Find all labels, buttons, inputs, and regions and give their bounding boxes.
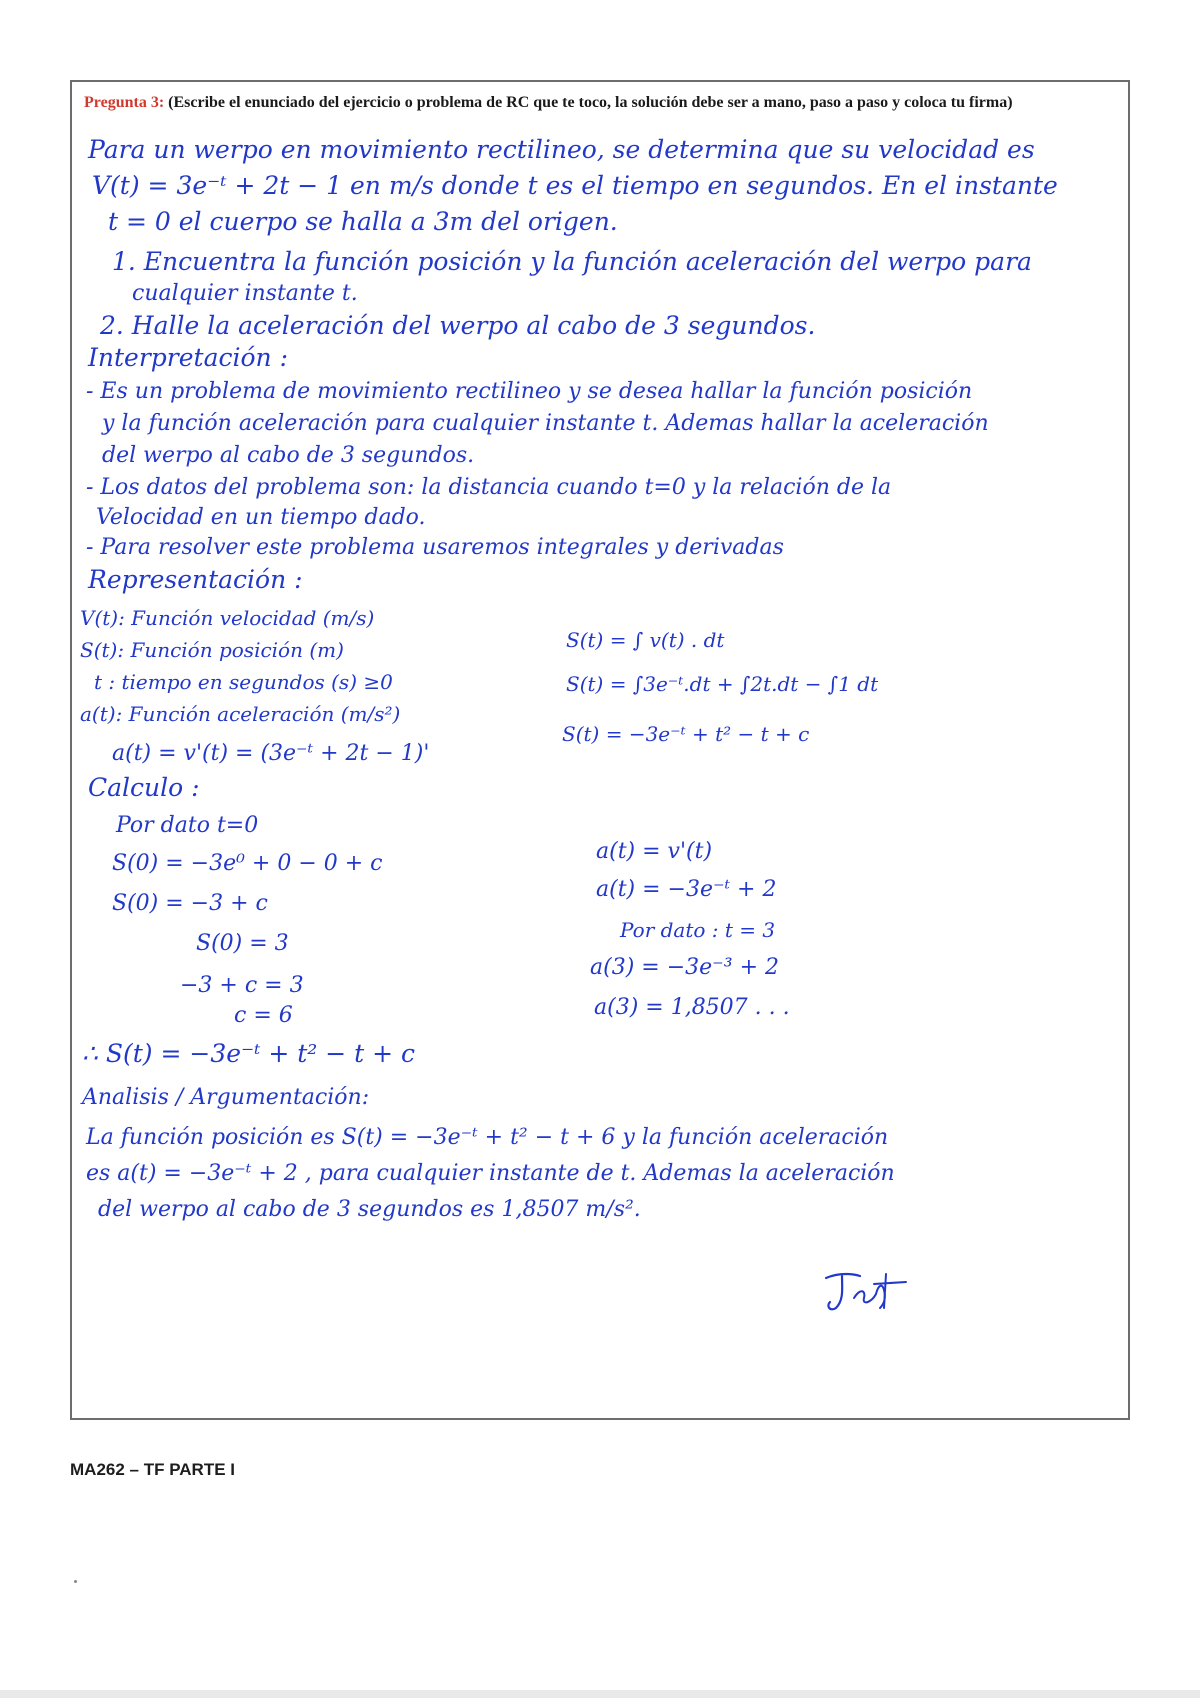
calc-line: S(0) = −3 + c xyxy=(112,891,268,916)
calc-line: S(0) = 3 xyxy=(196,931,289,956)
section-title-analisis: Analisis / Argumentación: xyxy=(82,1085,370,1110)
calc-line: c = 6 xyxy=(234,1003,293,1028)
definition-line: t : tiempo en segundos (s) ≥0 xyxy=(94,670,393,694)
statement-line: 2. Halle la aceleración del werpo al cabo de 3 segundos. xyxy=(100,311,816,340)
definition-line: V(t): Función velocidad (m/s) xyxy=(80,606,375,630)
interpretation-line: y la función aceleración para cualquier instante t. Ademas hallar la aceleración xyxy=(102,411,989,436)
calc-line: −3 + c = 3 xyxy=(180,973,304,998)
question-label: Pregunta 3: xyxy=(84,94,165,111)
question-instruction: (Escribe el enunciado del ejercicio o problema de RC que te toco, la solución debe ser a mano, paso a paso y coloca tu firma) xyxy=(164,94,1013,111)
calc-line-right: a(t) = v'(t) xyxy=(596,839,713,864)
integral-line: S(t) = −3e⁻ᵗ + t² − t + c xyxy=(562,722,810,746)
statement-line: cualquier instante t. xyxy=(132,281,358,306)
signature-image xyxy=(820,1268,910,1318)
statement-line: V(t) = 3e⁻ᵗ + 2t − 1 en m/s donde t es el tiempo en segundos. En el instante xyxy=(92,171,1058,200)
calc-line-right: a(t) = −3e⁻ᵗ + 2 xyxy=(596,877,777,902)
section-title-representacion: Representación : xyxy=(88,565,303,594)
calc-line: Por dato t=0 xyxy=(116,813,259,838)
interpretation-line: Velocidad en un tiempo dado. xyxy=(96,505,426,530)
integral-line: S(t) = ∫3e⁻ᵗ.dt + ∫2t.dt − ∫1 dt xyxy=(566,672,879,696)
interpretation-line: - Es un problema de movimiento rectilineo y se desea hallar la función posición xyxy=(86,379,973,404)
interpretation-line: - Los datos del problema son: la distancia cuando t=0 y la relación de la xyxy=(86,475,892,500)
analysis-line: es a(t) = −3e⁻ᵗ + 2 , para cualquier instante de t. Ademas la aceleración xyxy=(86,1161,895,1186)
integral-line: S(t) = ∫ v(t) . dt xyxy=(566,628,725,652)
answer-box xyxy=(70,80,1130,1420)
statement-line: t = 0 el cuerpo se halla a 3m del origen. xyxy=(108,207,618,236)
page-edge xyxy=(0,1690,1200,1698)
scan-speck xyxy=(74,1580,77,1583)
statement-line: Para un werpo en movimiento rectilineo, se determina que su velocidad es xyxy=(88,135,1035,164)
calc-line-right: Por dato : t = 3 xyxy=(620,918,776,942)
analysis-line: del werpo al cabo de 3 segundos es 1,8507 m/s². xyxy=(98,1197,641,1222)
interpretation-line: del werpo al cabo de 3 segundos. xyxy=(102,443,475,468)
calc-line-right: a(3) = 1,8507 . . . xyxy=(594,995,790,1020)
question-header xyxy=(84,92,1119,113)
position-result: ∴ S(t) = −3e⁻ᵗ + t² − t + c xyxy=(82,1039,416,1068)
interpretation-line: - Para resolver este problema usaremos integrales y derivadas xyxy=(86,535,784,560)
acceleration-definition: a(t) = v'(t) = (3e⁻ᵗ + 2t − 1)' xyxy=(112,741,430,766)
definition-line: S(t): Función posición (m) xyxy=(80,638,344,662)
section-title-calculo: Calculo : xyxy=(88,773,200,802)
calc-line: S(0) = −3e⁰ + 0 − 0 + c xyxy=(112,851,383,876)
course-code: MA262 – TF PARTE I xyxy=(70,1460,235,1479)
calc-line-right: a(3) = −3e⁻³ + 2 xyxy=(590,955,779,980)
analysis-line: La función posición es S(t) = −3e⁻ᵗ + t² − t + 6 y la función aceleración xyxy=(86,1125,889,1150)
definition-line: a(t): Función aceleración (m/s²) xyxy=(80,702,401,726)
section-title-interpretacion: Interpretación : xyxy=(88,343,288,372)
statement-line: 1. Encuentra la función posición y la función aceleración del werpo para xyxy=(112,247,1032,276)
